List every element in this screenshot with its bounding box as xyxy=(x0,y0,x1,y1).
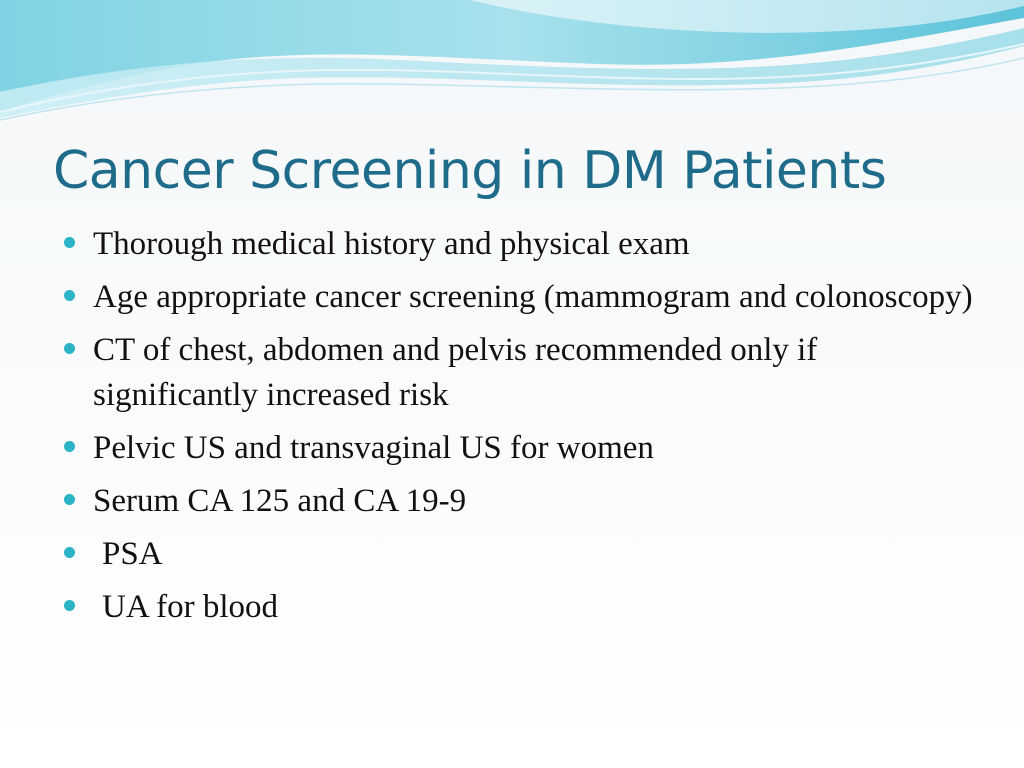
bullet-item xyxy=(60,479,980,524)
bullet-item xyxy=(60,426,980,471)
bullet-icon xyxy=(64,441,75,452)
slide-title: Cancer Screening in DM Patients xyxy=(53,141,887,201)
bullet-icon xyxy=(64,343,75,354)
bullet-list xyxy=(60,222,980,638)
bullet-item xyxy=(60,222,980,267)
bullet-icon xyxy=(64,237,75,248)
bullet-text: UA for blood xyxy=(102,589,278,625)
bullet-text: PSA xyxy=(102,536,163,572)
bullet-item xyxy=(60,532,980,577)
bullet-item xyxy=(60,328,980,418)
bullet-text: Age appropriate cancer screening (mammogram and colonoscopy) xyxy=(93,279,973,315)
bullet-icon xyxy=(64,290,75,301)
bullet-icon xyxy=(64,600,75,611)
decorative-wave-header xyxy=(0,0,1024,140)
bullet-icon xyxy=(64,547,75,558)
bullet-text: Thorough medical history and physical exam xyxy=(93,226,690,262)
bullet-item xyxy=(60,585,980,630)
bullet-text: CT of chest, abdomen and pelvis recommended only if significantly increased risk xyxy=(93,332,818,413)
bullet-icon xyxy=(64,494,75,505)
bullet-text: Pelvic US and transvaginal US for women xyxy=(93,430,654,466)
bullet-text: Serum CA 125 and CA 19-9 xyxy=(93,483,467,519)
bullet-item xyxy=(60,275,980,320)
